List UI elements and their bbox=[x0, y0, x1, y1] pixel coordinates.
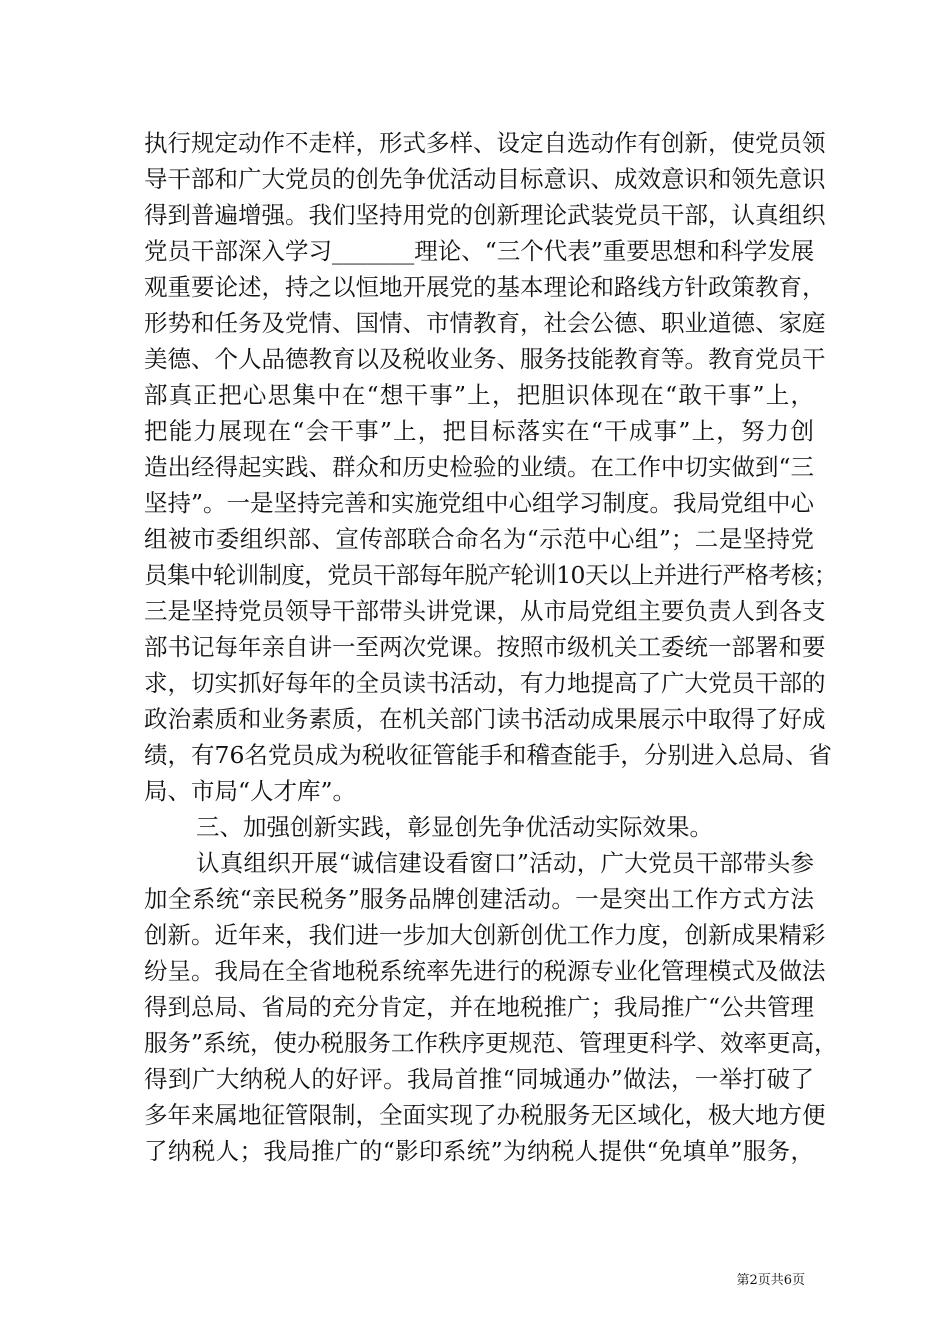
text-line: 部书记每年亲自讲一至两次党课。按照市级机关工委统一部署和要 bbox=[144, 633, 826, 661]
text-line: 坚持”。一是坚持完善和实施党组中心组学习制度。我局党组中心 bbox=[144, 489, 815, 517]
text-line: 绩，有76名党员成为税收征管能手和稽查能手，分别进入总局、省 bbox=[144, 741, 832, 769]
text-line: 多年来属地征管限制，全面实现了办税服务无区域化，极大地方便 bbox=[144, 1101, 826, 1129]
text-line: 得到总局、省局的充分肯定，并在地税推广；我局推广“公共管理 bbox=[144, 993, 815, 1021]
text-line: 组被市委组织部、宣传部联合命名为“示范中心组”；二是坚持党 bbox=[144, 525, 814, 553]
paragraph-first-line: 认真组织开展“诚信建设看窗口”活动，广大党员干部带头参 bbox=[196, 849, 814, 877]
page-number: 第2页共6页 bbox=[736, 1273, 805, 1288]
text-line: 了纳税人；我局推广的“影印系统”为纳税人提供“免填单”服务， bbox=[144, 1137, 814, 1165]
text-line: 纷呈。我局在全省地税系统率先进行的税源专业化管理模式及做法 bbox=[144, 957, 826, 985]
text-line: 求，切实抓好每年的全员读书活动，有力地提高了广大党员干部的 bbox=[144, 669, 826, 697]
text-line: 美德、个人品德教育以及税收业务、服务技能教育等。教育党员干 bbox=[144, 345, 826, 373]
text-line: 加全系统“亲民税务”服务品牌创建活动。一是突出工作方式方法 bbox=[144, 885, 814, 913]
section-heading: 三、加强创新实践，彰显创先争优活动实际效果。 bbox=[196, 813, 713, 841]
text-line: 局、市局“人才库”。 bbox=[144, 777, 357, 805]
text-line: 服务”系统，使办税服务工作秩序更规范、管理更科学、效率更高， bbox=[144, 1029, 838, 1057]
text-line: 得到普遍增强。我们坚持用党的创新理论武装党员干部，认真组织 bbox=[144, 201, 826, 229]
text-line: 把能力展现在“会干事”上，把目标落实在“干成事”上，努力创 bbox=[144, 417, 814, 445]
text-line: 观重要论述，持之以恒地开展党的基本理论和路线方针政策教育， bbox=[144, 273, 826, 301]
text-line: 造出经得起实践、群众和历史检验的业绩。在工作中切实做到“三 bbox=[144, 453, 815, 481]
text-line: 三是坚持党员领导干部带头讲党课，从市局党组主要负责人到各支 bbox=[144, 597, 826, 625]
text-line: 形势和任务及党情、国情、市情教育，社会公德、职业道德、家庭 bbox=[144, 309, 826, 337]
text-line: 党员干部深入学习_______理论、“三个代表”重要思想和科学发展 bbox=[144, 237, 815, 265]
text-line: 部真正把心思集中在“想干事”上，把胆识体现在“敢干事”上， bbox=[144, 381, 814, 409]
text-line: 创新。近年来，我们进一步加大创新创优工作力度，创新成果精彩 bbox=[144, 921, 826, 949]
text-line: 执行规定动作不走样，形式多样、设定自选动作有创新，使党员领 bbox=[144, 129, 826, 157]
text-line: 员集中轮训制度，党员干部每年脱产轮训10天以上并进行严格考核； bbox=[144, 561, 837, 589]
text-line: 导干部和广大党员的创先争优活动目标意识、成效意识和领先意识 bbox=[144, 165, 826, 193]
text-line: 得到广大纳税人的好评。我局首推“同城通办”做法，一举打破了 bbox=[144, 1065, 814, 1093]
text-line: 政治素质和业务素质，在机关部门读书活动成果展示中取得了好成 bbox=[144, 705, 826, 733]
